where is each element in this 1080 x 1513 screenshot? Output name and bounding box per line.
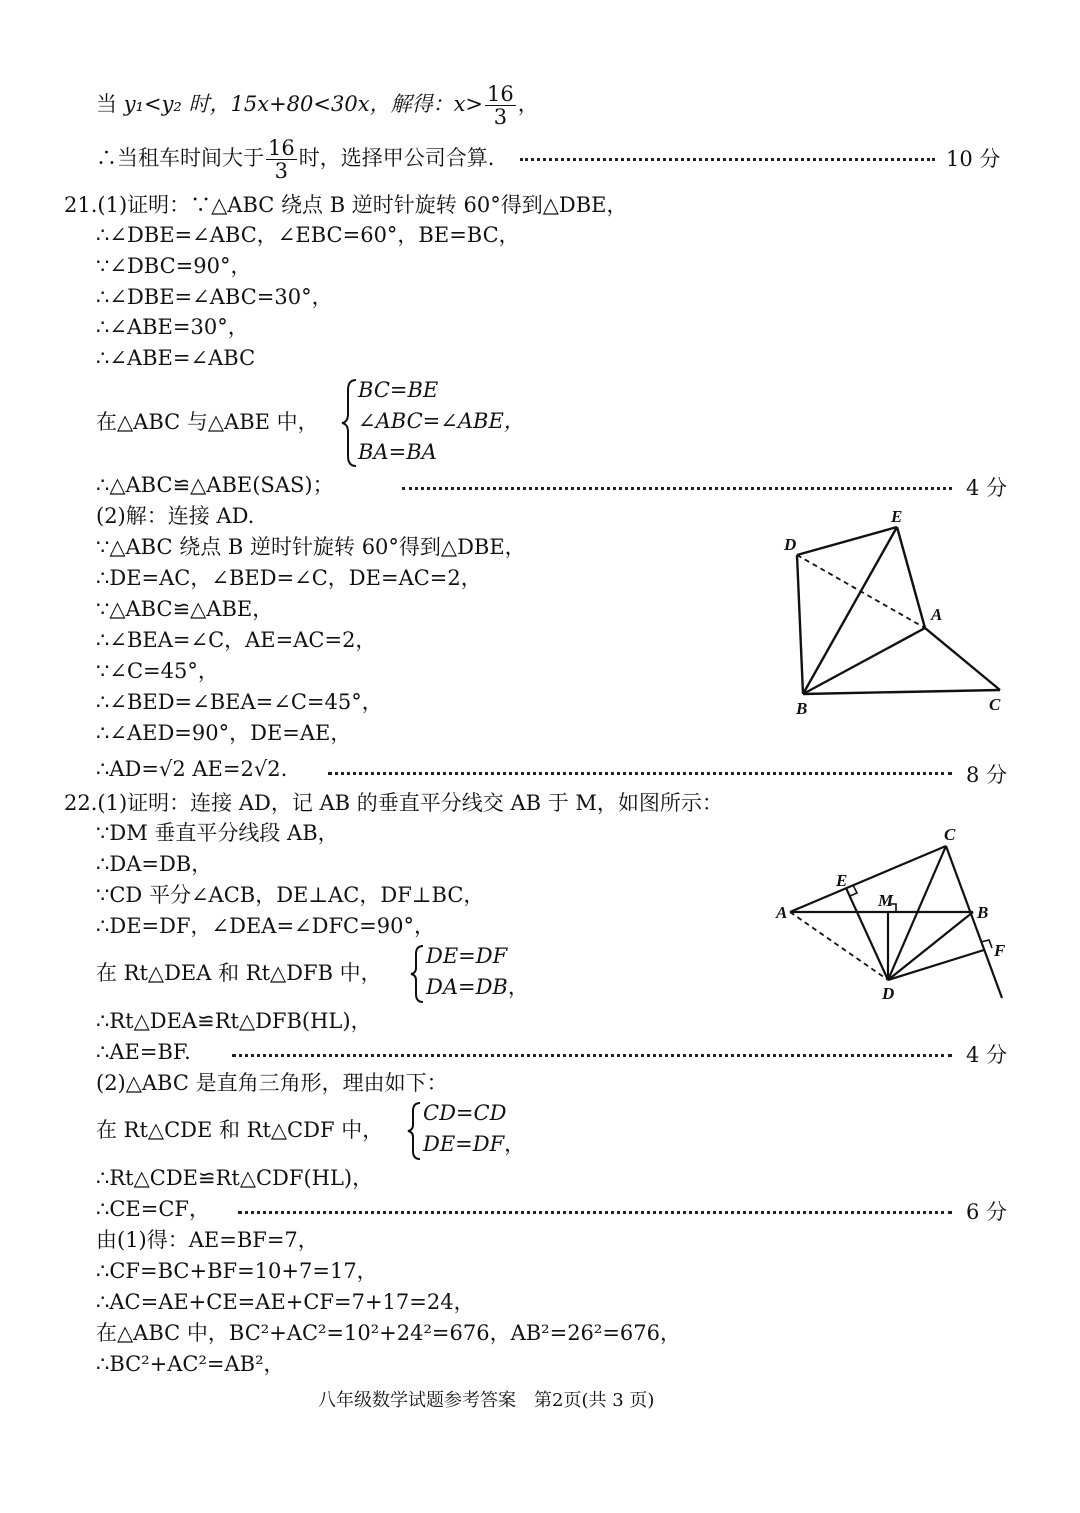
q21-seg-BC [803,690,1000,694]
q21-seg-DB [797,555,803,694]
q21-l3: ∵∠DBC=90°， [96,254,252,278]
q21-seg-AC [925,628,1000,690]
q20-frac2-num: 16 [268,136,295,160]
q22-score1: 4 分 [966,1043,1008,1067]
q21-score2: 8 分 [966,763,1008,787]
q20-frac2 [266,137,297,182]
q21-label-E: E [891,507,903,526]
q22-leader-dots-1 [232,1054,952,1057]
q22-p2-5: 由(1)得：AE=BF=7， [96,1228,319,1252]
q20-score: 10 分 [946,147,1001,171]
q21-p2-5: ∴∠BEA=∠C，AE=AC=2， [96,628,377,652]
q22-seg-CF-ext [946,846,1002,998]
q22-figure [770,818,1040,1008]
q22-p2-1: (2)△ABC 是直角三角形，理由如下： [96,1071,448,1095]
q20-line2-post: 时，选择甲公司合算. [298,146,495,170]
q22-system2 [423,1098,525,1160]
q21-p2-6: ∵∠C=45°， [96,659,219,683]
q22-l1: 22.(1)证明：连接 AD，记 AB 的垂直平分线交 AB 于 M，如图所示： [64,791,723,815]
q20-leader-dots [520,158,935,161]
q21-score1: 4 分 [966,476,1008,500]
q21-seg-DE [797,527,897,555]
q21-l2: ∴∠DBE=∠ABC，∠EBC=60°，BE=BC， [96,223,520,247]
q22-l8: ∴AE=BF. [96,1040,191,1064]
q21-label-C: C [989,695,1001,714]
q21-p2-7: ∴∠BED=∠BEA=∠C=45°， [96,690,383,714]
q21-p2-1: (2)解：连接 AD. [96,504,255,528]
q22-p2-7: ∴AC=AE+CE=AE+CF=7+17=24， [96,1290,475,1314]
q22-system1 [426,941,529,1003]
q22-score2: 6 分 [966,1200,1008,1224]
q22-p2-6: ∴CF=BC+BF=10+7=17， [96,1259,378,1283]
q20-line1 [96,82,539,129]
q22-sys1-row2-text: DA=DB [426,975,508,999]
q22-p2-3: ∴Rt△CDE≌Rt△CDF(HL)， [96,1166,374,1190]
q21-brace [340,378,360,468]
q22-l6-pre: 在 Rt△DEA 和 Rt△DFB 中， [96,961,382,985]
q22-sys2-row2 [423,1129,525,1160]
q21-l4: ∴∠DBE=∠ABC=30°， [96,285,333,309]
q20-line1-math: y₁<y₂ 时，15x+80<30x，解得：x> [123,92,484,116]
q22-leader-dots-2 [238,1211,952,1214]
q21-leader-dots-2 [328,772,952,775]
page-footer: 八年级数学试题参考答案 第2页(共 3 页) [318,1390,655,1411]
q21-sys-row1: BC=BE [358,378,439,402]
q20-frac [485,83,516,128]
q22-label-D: D [882,984,895,1003]
q22-p2-8: 在△ABC 中，BC²+AC²=10²+24²=676，AB²=26²=676， [96,1321,682,1345]
q21-l5: ∴∠ABE=30°， [96,315,249,339]
q22-label-E: E [836,871,848,890]
q21-label-A: A [931,605,943,624]
q21-leader-dots-1 [402,487,952,490]
q22-l5: ∴DE=DF，∠DEA=∠DFC=90°， [96,914,435,938]
q21-label-B: B [796,699,808,718]
q22-brace1 [409,944,427,1004]
q22-sys1-row2 [426,972,529,1003]
q22-label-B: B [977,903,989,922]
q21-sys-row3: BA=BA [358,440,437,464]
q21-p2-8: ∴∠AED=90°，DE=AE， [96,721,352,745]
q21-p2-9: ∴AD=√2 AE=2√2. [96,757,288,781]
q20-frac2-den: 3 [274,159,289,183]
q21-seg-EA [897,527,925,628]
q22-seg-BD [888,912,973,980]
q22-sys1-row1: DE=DF [426,944,508,968]
q21-label-D: D [784,535,797,554]
q22-label-A: A [776,903,788,922]
q22-sys2-row1: CD=CD [423,1101,507,1125]
q20-line2 [96,136,495,183]
q22-label-C: C [944,825,956,844]
q21-p2-3: ∴DE=AC，∠BED=∠C，DE=AC=2， [96,566,482,590]
q22-l4: ∵CD 平分∠ACB，DE⊥AC，DF⊥BC， [96,883,485,907]
q22-l3: ∴DA=DB， [96,852,213,876]
q22-l7: ∴Rt△DEA≌Rt△DFB(HL)， [96,1009,372,1033]
q22-sys2-end: ， [504,1132,526,1156]
q21-l6: ∴∠ABE=∠ABC [96,346,256,370]
q22-sys1-end: ， [507,975,529,999]
q22-p2-4: ∴CE=CF， [96,1197,210,1221]
q21-sys-row2: ∠ABC=∠ABE， [358,409,525,433]
q22-brace2 [406,1101,424,1161]
q20-line2-pre: ∴当租车时间大于 [96,146,264,170]
q21-p2-4: ∵△ABC≌△ABE， [96,597,274,621]
q21-seg-AD-dashed [797,555,925,628]
q20-frac-den: 3 [493,105,508,129]
q22-seg-DF [888,950,984,980]
q22-p2-2-pre: 在 Rt△CDE 和 Rt△CDF 中， [96,1118,384,1142]
q22-label-M: M [878,891,894,910]
q21-l1: 21.(1)证明：∵△ABC 绕点 B 逆时针旋转 60°得到△DBE， [64,193,628,217]
q22-sys2-row2-text: DE=DF [423,1132,505,1156]
q21-l8: ∴△ABC≌△ABE(SAS)； [96,473,334,497]
q20-line1-end: ， [517,92,539,116]
q21-p2-2: ∵△ABC 绕点 B 逆时针旋转 60°得到△DBE， [96,535,526,559]
q20-line1-pre: 当 [96,92,124,116]
q22-l2: ∵DM 垂直平分线段 AB， [96,821,339,845]
q21-figure [770,500,1040,730]
q22-p2-9: ∴BC²+AC²=AB²， [96,1352,285,1376]
q22-label-F: F [994,941,1006,960]
q21-l7-pre: 在△ABC 与△ABE 中， [96,410,319,434]
q20-frac-num: 16 [487,82,514,106]
q21-system [358,375,525,468]
